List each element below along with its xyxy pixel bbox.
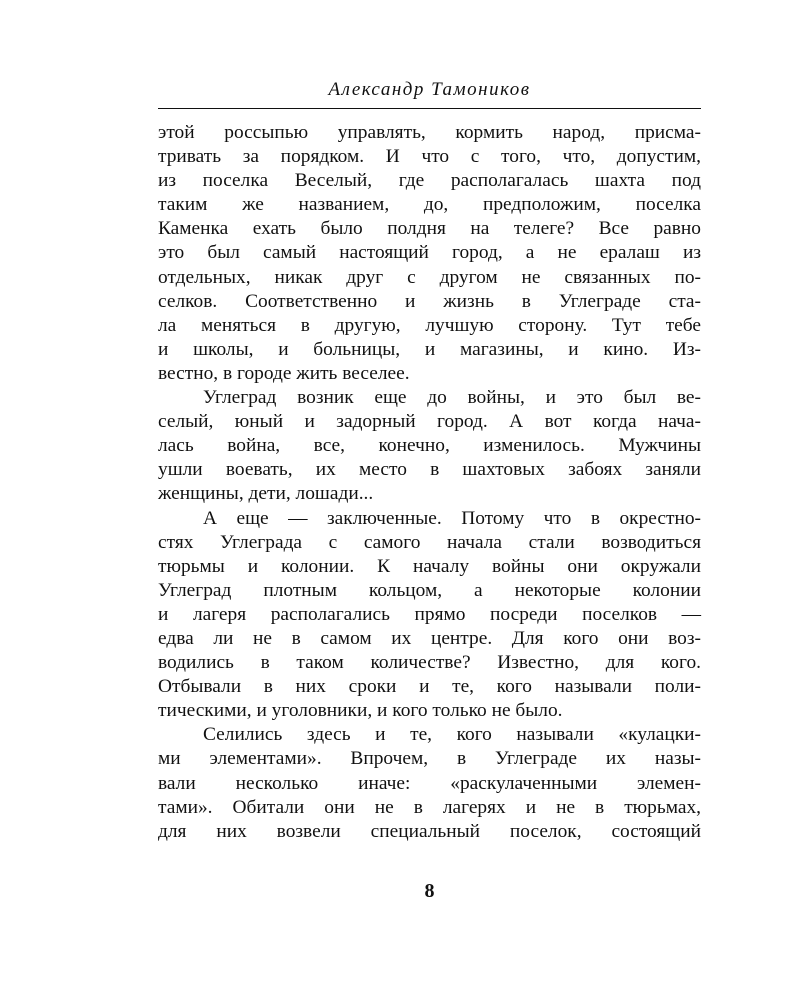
text-line: и школы, и больницы, и магазины, и кино. Из-: [158, 338, 701, 360]
text-line: Селились здесь и те, кого называли «кулацки-: [203, 724, 701, 746]
paragraph: [158, 386, 701, 506]
text-line: это был самый настоящий город, а не ералаш из: [158, 242, 701, 264]
text-line: Углеград возник еще до войны, и это был ве-: [203, 387, 701, 409]
text-line: отдельных, никак друг с другом не связанных по-: [158, 266, 701, 288]
page-number: 8: [424, 880, 435, 902]
text-line: лась война, все, конечно, изменилось. Мужчины: [158, 435, 701, 457]
text-line: стях Углеграда с самого начала стали возводиться: [158, 531, 701, 553]
text-line: водились в таком количестве? Известно, для кого.: [158, 652, 701, 674]
text-line: тюрьмы и колонии. К началу войны они окружали: [158, 555, 701, 577]
paragraph: [158, 507, 701, 724]
body-text: [158, 121, 701, 844]
text-line: тривать за порядком. И что с того, что, допустим,: [158, 146, 701, 168]
running-head-author: Александр Тамоников: [328, 79, 531, 100]
text-line: селков. Соответственно и жизнь в Углеграде ста-: [158, 290, 701, 312]
text-line: селый, юный и задорный город. А вот когда нача-: [158, 411, 701, 433]
text-line: и лагеря располагались прямо посреди поселков —: [158, 603, 701, 625]
text-line: ми элементами». Впрочем, в Углеграде их назы-: [158, 748, 701, 770]
text-line: тами». Обитали они не в лагерях и не в тюрьмах,: [158, 796, 701, 818]
paragraph: [158, 723, 701, 843]
text-line: Углеград плотным кольцом, а некоторые колонии: [158, 579, 701, 601]
text-line: вестно, в городе жить веселее.: [158, 362, 410, 384]
text-line: женщины, дети, лошади...: [158, 483, 374, 505]
text-line: этой россыпью управлять, кормить народ, присма-: [158, 122, 701, 143]
header-rule: [158, 108, 701, 109]
text-line: ушли воевать, их место в шахтовых забоях заняли: [158, 459, 701, 481]
text-line: Каменка ехать было полдня на телеге? Все равно: [158, 218, 701, 240]
text-line: тическими, и уголовники, и кого только не было.: [158, 700, 563, 722]
text-line: Отбывали в них сроки и те, кого называли поли-: [158, 676, 701, 698]
text-line: вали несколько иначе: «раскулаченными элемен-: [158, 772, 701, 794]
text-line: из поселка Веселый, где располагалась шахта под: [158, 170, 701, 192]
text-line: таким же названием, до, предположим, поселка: [158, 194, 701, 216]
text-line: ла меняться в другую, лучшую сторону. Тут тебе: [158, 314, 701, 336]
text-line: А еще — заключенные. Потому что в окрестно-: [203, 507, 701, 529]
paragraph: [158, 121, 701, 386]
text-line: для них возвели специальный поселок, состоящий: [158, 820, 701, 842]
text-line: едва ли не в самом их центре. Для кого они воз-: [158, 627, 701, 649]
